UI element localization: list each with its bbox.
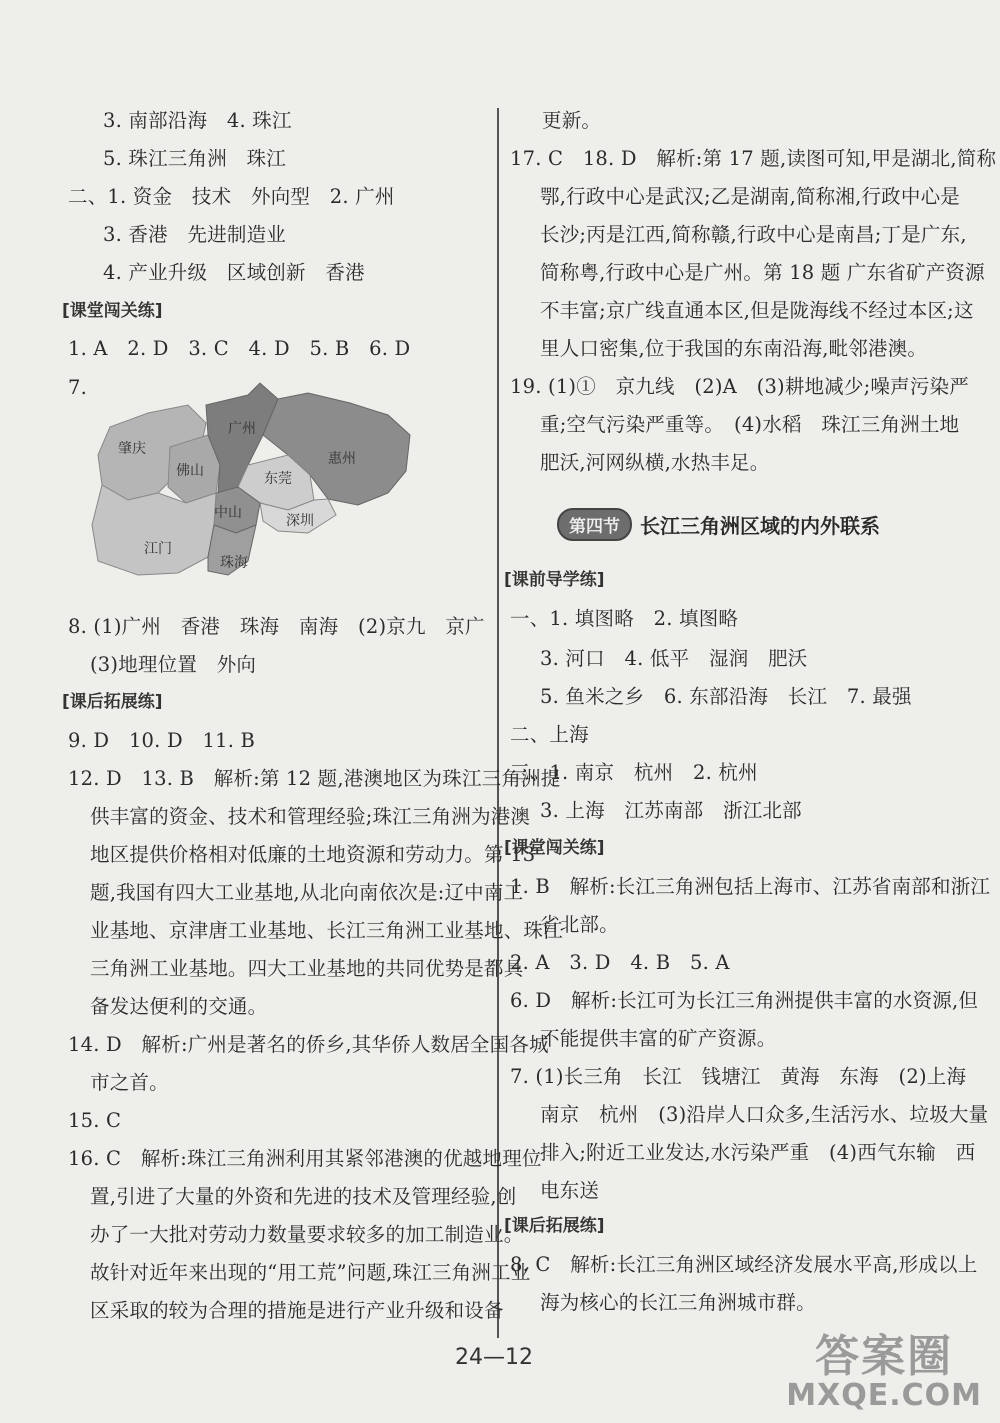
answer-line: 不丰富;京广线直通本区,但是陇海线不经过本区;这 [540,299,974,322]
answer-line: 重;空气污染严重等。 (4)水稻 珠江三角洲土地 [540,413,960,436]
answer-line: 12. D 13. B 解析:第 12 题,港澳地区为珠江三角洲提 [68,767,561,790]
answer-line: 办了一大批对劳动力数量要求较多的加工制造业。 [90,1223,524,1246]
answer-line: 19. (1)① 京九线 (2)A (3)耕地减少;噪声污染严 [510,375,969,398]
answer-line: 二、上海 [510,723,589,746]
answer-line: 8. C 解析:长江三角洲区域经济发展水平高,形成以上 [510,1253,978,1276]
watermark-domain: MXQE.COM [786,1378,982,1413]
answer-line: 备发达便利的交通。 [90,995,268,1018]
answer-line: 更新。 [542,109,602,132]
answer-line: 1. A 2. D 3. C 4. D 5. B 6. D [68,337,411,360]
section-heading: [课堂闯关练] [504,838,605,858]
watermark-logo-text: 答案圈 [815,1331,954,1382]
answer-line: 置,引进了大量的外资和先进的技术及管理经验,创 [90,1185,517,1208]
answer-line: 9. D 10. D 11. B [68,729,256,752]
map-label: 深圳 [286,513,314,529]
answer-line: 市之首。 [90,1071,169,1094]
answer-line: 16. C 解析:珠江三角洲利用其紧邻港澳的优越地理位 [68,1147,542,1170]
answer-line: 三、1. 南京 杭州 2. 杭州 [510,761,758,784]
answer-line: 长沙;丙是江西,简称赣,行政中心是南昌;丁是广东, [540,223,967,246]
answer-line: 6. D 解析:长江可为长江三角洲提供丰富的水资源,但 [510,989,979,1012]
map-label: 东莞 [264,471,292,487]
answer-line: 不能提供丰富的矿产资源。 [540,1027,777,1050]
map-label: 惠州 [328,451,356,467]
answer-line: 地区提供价格相对低廉的土地资源和劳动力。第 13 [90,843,536,866]
answer-line: 题,我国有四大工业基地,从北向南依次是:辽中南工 [90,881,524,904]
pearl-river-delta-map [88,375,418,580]
watermark [786,1333,982,1411]
answer-line: 简称粤,行政中心是广州。第 18 题 广东省矿产资源 [540,261,985,284]
answer-line: 二、1. 资金 技术 外向型 2. 广州 [68,185,395,208]
map-label: 中山 [214,505,242,521]
map-label: 佛山 [176,463,204,479]
answer-line: 14. D 解析:广州是著名的侨乡,其华侨人数居全国各城 [68,1033,549,1056]
answer-line: 4. 产业升级 区域创新 香港 [103,261,365,284]
chapter-badge: 第四节 [557,508,632,541]
answer-line: 电东送 [540,1179,600,1202]
answer-line: 3. 上海 江苏南部 浙江北部 [540,799,802,822]
answer-line: 3. 河口 4. 低平 湿润 肥沃 [540,647,808,670]
answer-line: 业基地、京津唐工业基地、长江三角洲工业基地、珠江 [90,919,563,942]
answer-line: 鄂,行政中心是武汉;乙是湖南,简称湘,行政中心是 [540,185,960,208]
answer-line: 5. 鱼米之乡 6. 东部沿海 长江 7. 最强 [540,685,912,708]
answer-line: 7. (1)长三角 长江 钱塘江 黄海 东海 (2)上海 [510,1065,967,1088]
answer-line: 7. [68,376,88,399]
map-label: 肇庆 [118,441,146,457]
answer-line: 供丰富的资金、技术和管理经验;珠江三角洲为港澳 [90,805,531,828]
answer-line: (3)地理位置 外向 [90,653,257,676]
answer-line: 3. 香港 先进制造业 [103,223,287,246]
answer-line: 区采取的较为合理的措施是进行产业升级和设备 [90,1299,504,1322]
answer-line: 15. C [68,1109,122,1132]
answer-line: 2. A 3. D 4. B 5. A [510,951,730,974]
answer-line: 8. (1)广州 香港 珠海 南海 (2)京九 京广 [68,615,485,638]
section-heading: [课前导学练] [504,570,605,590]
page-number: 24—12 [455,1345,533,1370]
answer-line: 三角洲工业基地。四大工业基地的共同优势是都具 [90,957,524,980]
answer-line: 一、1. 填图略 2. 填图略 [510,607,739,630]
map-label: 珠海 [220,555,248,571]
answer-line: 1. B 解析:长江三角洲包括上海市、江苏省南部和浙江 [510,875,991,898]
section-heading: [课后拓展练] [504,1216,605,1236]
answer-line: 排入;附近工业发达,水污染严重 (4)西气东输 西 [540,1141,976,1164]
answer-line: 17. C 18. D 解析:第 17 题,读图可知,甲是湖北,简称 [510,147,997,170]
answer-line: 肥沃,河网纵横,水热丰足。 [540,451,770,474]
map-label: 广州 [228,421,256,437]
answer-line: 3. 南部沿海 4. 珠江 [103,109,292,132]
answer-line: 5. 珠江三角洲 珠江 [103,147,287,170]
map-label: 江门 [144,541,172,557]
section-heading: [课后拓展练] [62,692,163,712]
chapter-heading [557,508,880,540]
answer-line: 省北部。 [540,913,619,936]
answer-line: 故针对近年来出现的“用工荒”问题,珠江三角洲工业 [90,1261,531,1284]
answer-line: 南京 杭州 (3)沿岸人口众多,生活污水、垃圾大量 [540,1103,989,1126]
section-heading: [课堂闯关练] [62,301,163,321]
chapter-title: 长江三角洲区域的内外联系 [640,513,880,538]
answer-line: 里人口密集,位于我国的东南沿海,毗邻港澳。 [540,337,928,360]
answer-line: 海为核心的长江三角洲城市群。 [540,1291,816,1314]
